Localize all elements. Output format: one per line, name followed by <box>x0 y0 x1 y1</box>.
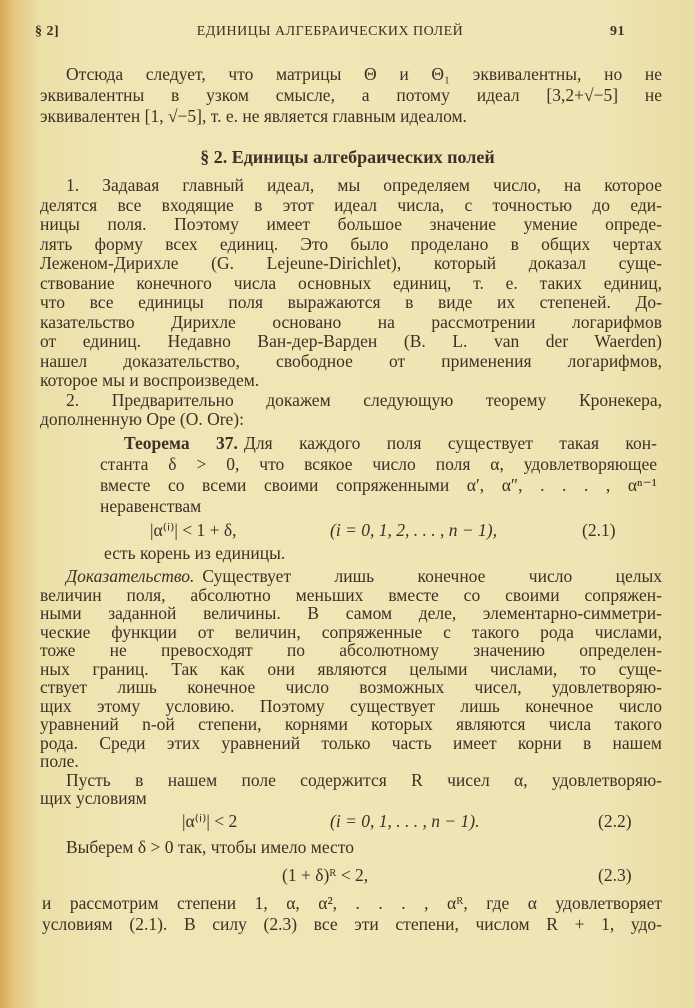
proof <box>40 567 662 808</box>
equation-range: (i = 0, 1, . . . , n − 1). <box>330 811 480 831</box>
equation-number: (2.1) <box>582 520 616 540</box>
text-line: Пусть в нашем поле содержится R чисел α, удовлетворяю- <box>66 769 662 790</box>
running-header <box>35 24 625 46</box>
theorem-37 <box>100 433 657 517</box>
section-heading: § 2. Единицы алгебраических полей <box>200 147 495 167</box>
text-line: уравнений n-ой степени, корнями которых являются числа такого <box>40 714 662 734</box>
text-line: рода. Среди этих уравнений только часть имеет корни в нашем <box>40 732 662 753</box>
text-line: ствование конечного числа основных единиц, т. е. таких единиц, <box>40 272 662 293</box>
text-line: условиям (2.1). В силу (2.3) все эти степени, числом R + 1, удо- <box>42 914 662 934</box>
paragraph-4 <box>66 837 466 858</box>
text-line: ствует лишь конечное число возможных чисел, удовлетворяю- <box>40 677 662 697</box>
proof-label: Доказательство. <box>66 566 195 586</box>
text-line: дополненную Оре (O. Ore): <box>40 409 245 429</box>
paragraph-1 <box>40 176 662 430</box>
text-line: поле. <box>40 751 79 771</box>
paragraph-5 <box>42 893 662 935</box>
equation-number: (2.3) <box>598 865 632 885</box>
text-line: 2. Предварительно докажем следующую теорему Кронекера, <box>66 389 662 410</box>
equation-range: (i = 0, 1, 2, . . . , n − 1), <box>330 520 498 540</box>
text-line: эквивалентны в узком смысле, а потому идеал [3,2+√−5] не <box>40 85 662 105</box>
equation-lhs: |α⁽ⁱ⁾| < 1 + δ, <box>150 520 237 540</box>
theorem-conclusion <box>104 543 404 564</box>
text-line: вместе со всеми своими сопряженными α′, α″, . . . , αⁿ⁻¹ <box>100 475 657 495</box>
text-line: делятся все входящие в этот идеал числа, с точностью до еди- <box>40 194 662 215</box>
text-line: Леженом-Дирихле (G. Lejeune-Dirichlet), который доказал суще- <box>40 253 662 273</box>
text-line: Отсюда следует, что матрицы Θ и Θ₁ эквивалентны, но не <box>66 64 662 84</box>
text-line: есть корень из единицы. <box>104 543 286 563</box>
text-line: и рассмотрим степени 1, α, α², . . . , αᴿ, где α удовлетворяет <box>42 893 662 913</box>
equation-lhs: (1 + δ)ᴿ < 2, <box>282 865 369 885</box>
text-line: лять форму всех единиц. Это было проделано в общих чертах <box>40 233 662 254</box>
text-line: неравенствам <box>100 496 202 516</box>
text-line: ных границ. Так как они являются целыми числами, то суще- <box>40 658 662 679</box>
section-marker: § 2] <box>35 24 60 39</box>
page-number: 91 <box>610 24 625 39</box>
text-line: казательство Дирихле основано на рассмотрении логарифмов <box>40 311 662 332</box>
text-line: которое мы и воспроизведем. <box>40 370 260 390</box>
intro-paragraph <box>40 64 662 127</box>
text-line: станта δ > 0, что всякое число поля α, удовлетворяющее <box>100 454 657 474</box>
text-line: Для каждого поля существует такая кон- <box>243 433 657 453</box>
text-line: ными заданной величины. В самом деле, элементарно-симметри- <box>40 603 662 623</box>
text-line: 1. Задавая главный идеал, мы определяем число, на которое <box>66 175 662 195</box>
text-line: щих этому условию. Поэтому существует лишь конечное число <box>40 695 662 716</box>
equation-number: (2.2) <box>598 811 632 831</box>
text-line: Выберем δ > 0 так, чтобы имело место <box>66 837 354 857</box>
theorem-label: Теорема 37. <box>124 433 238 453</box>
text-line: ческие функции от величин, сопряженные с такого рода числами, <box>40 621 662 642</box>
running-title: ЕДИНИЦЫ АЛГЕБРАИЧЕСКИХ ПОЛЕЙ <box>196 24 464 39</box>
text-line: ницы поля. Поэтому имеет большое значение умение опреде- <box>40 214 662 234</box>
text-line: щих условиям <box>40 788 147 808</box>
text-line: от единиц. Недавно Ван-дер-Варден (B. L. van der Waerden) <box>40 331 662 351</box>
equation-lhs: |α⁽ⁱ⁾| < 2 <box>182 811 238 831</box>
text-line: величин поля, абсолютно меньших вместе со своими сопряжен- <box>40 584 662 605</box>
equation-2-1 <box>0 519 695 541</box>
text-line: Существует лишь конечное число целых <box>202 566 662 586</box>
text-line: тоже не превосходят по абсолютному значению определен- <box>40 640 662 660</box>
text-line: эквивалентен [1, √−5], т. е. не является главным идеалом. <box>40 106 467 126</box>
text-line: что все единицы поля выражаются в виде их степеней. До- <box>40 292 662 312</box>
equation-2-3 <box>0 864 695 886</box>
equation-2-2 <box>0 810 695 832</box>
text-line: нашел доказательство, свободное от применения логарифмов, <box>40 350 662 371</box>
